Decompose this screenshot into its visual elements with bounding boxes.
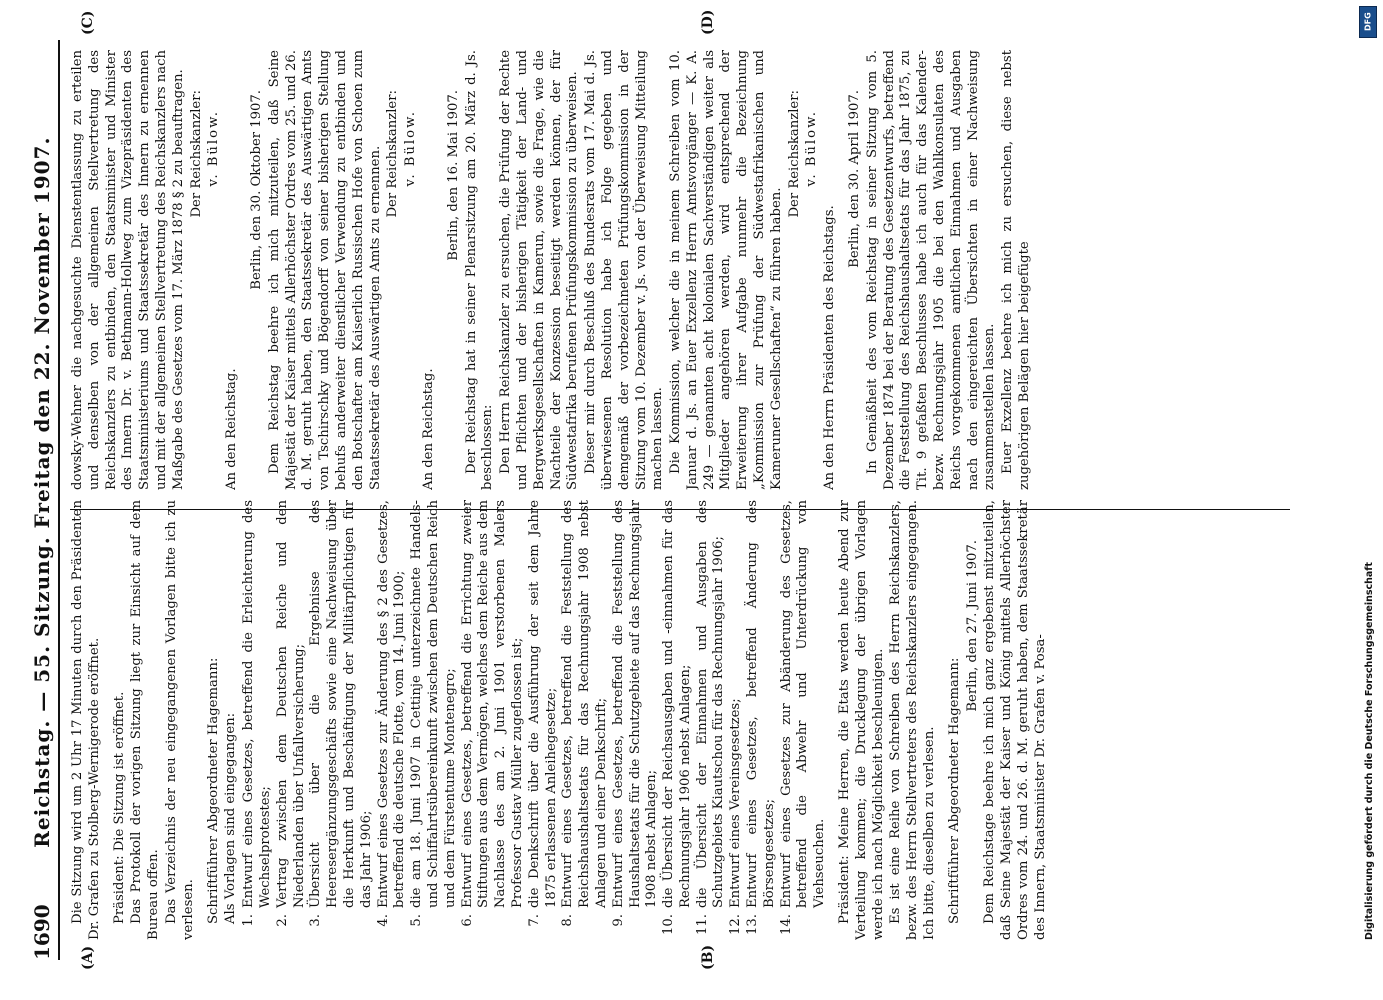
- paragraph: Präsident: Meine Herren, die Etats werden heute Abend zur Verteilung kommen; die Drucklegung der übrigen Vorlagen werde ich nach Möglichkeit beschleunigen.: [837, 500, 886, 940]
- addressee: An den Reichstag.: [420, 368, 436, 490]
- signature-title: Der Reichskanzler:: [188, 90, 204, 218]
- signature: v. Bülow.: [804, 110, 820, 187]
- list-item: 9. Entwurf eines Gesetzes, betreffend die Feststellung des Haushaltsetats für die Schutzgebiete auf das Rechnungsjahr 1908 nebst Anlagen;: [610, 500, 660, 927]
- signature: v. Bülow.: [403, 110, 419, 187]
- margin-letter-a: (A): [80, 945, 96, 970]
- letter-date: Berlin, den 30. Oktober 1907.: [248, 90, 264, 290]
- page-header: [18, 40, 60, 960]
- margin-letter-c: (C): [80, 10, 96, 35]
- list-item: 1. Entwurf eines Gesetzes, betreffend die Erleichterung des Wechselprotestes;: [241, 500, 273, 927]
- paragraph: Das Verzeichnis der neu eingegangenen Vorlagen bitte ich zu verlesen.: [163, 500, 196, 940]
- paragraph: Das Protokoll der vorigen Sitzung liegt zur Einsicht auf dem Bureau offen.: [129, 500, 162, 940]
- paragraph: Die Sitzung wird um 2 Uhr 17 Minuten durch den Präsidenten Dr. Grafen zu Stolberg-Wernigerode eröffnet.: [70, 500, 102, 940]
- signature-title: Der Reichskanzler:: [385, 90, 401, 218]
- dfg-logo: DFG: [1359, 6, 1377, 38]
- paragraph: Dieser mir durch Beschluß des Bundesrats vom 17. Mai d. Js. überwiesenen Resolution habe ich Folge gegeben und demgemäß der vorbezeichneten Prüfungskommission in der Sitzung vom 10. Dezember v. Js. von der Überweisung Mitteilung machen lassen.: [583, 50, 666, 490]
- speaker-line: Schriftführer Abgeordneter Hagemann:: [205, 657, 221, 924]
- submissions-list: [241, 500, 829, 940]
- list-item: 13. Entwurf eines Gesetzes, betreffend Änderung des Börsengesetzes;: [745, 500, 777, 935]
- signature: v. Bülow.: [206, 110, 222, 187]
- addressee: An den Herrn Präsidenten des Reichstags.: [822, 205, 838, 490]
- letter-date: Berlin, den 27. Juni 1907.: [964, 540, 980, 712]
- page-title: Reichstag. — 55. Sitzung. Freitag den 22. November 1907.: [30, 136, 54, 848]
- column-divider: [70, 509, 1290, 510]
- signature-title: Der Reichskanzler:: [786, 90, 802, 218]
- paragraph: Dem Reichstag beehre ich mich mitzuteilen, daß Seine Majestät der Kaiser mittels Allerhöchster Ordres vom 25. und 26. d. M. geruht haben, den Staatssekretär des Auswärtigen Amts von Tschirschky und Bögendorff von seiner bisherigen Stellung behufs anderweiter dienstlicher Verwendung zu entbinden und den Botschafter am Kaiserlich Russischen Hofe von Schoen zum Staatssekretär des Auswärtigen Amts zu ernennen.: [266, 50, 383, 490]
- list-item: 11. die Übersicht der Einnahmen und Ausgaben des Schutzgebiets Kiautschou für das Rechnungsjahr 1906;: [694, 500, 727, 935]
- list-item: 10. die Übersicht der Reichsausgaben und -einnahmen für das Rechnungsjahr 1906 nebst Anlagen;: [661, 500, 693, 935]
- list-item: 5. die am 18. Juni 1907 in Cettinje unterzeichnete Handels- und Schiffahrtsübereinkunft zwischen dem Deutschen Reich und dem Fürstentume Montenegro;: [409, 500, 458, 927]
- list-item: 6. Entwurf eines Gesetzes, betreffend die Errichtung zweier Stiftungen aus dem Vermögen, welches dem Reiche aus dem Nachlasse des am 2. Juni 1901 verstorbenen Malers Professor Gustav Müller zugeflossen ist;: [459, 500, 525, 927]
- list-item: 7. die Denkschrift über die Ausführung der seit dem Jahre 1875 erlassenen Anleihegesetze;: [526, 500, 559, 927]
- paragraph: Der Reichstag hat in seiner Plenarsitzung am 20. März d. Js. beschlossen:: [463, 50, 496, 490]
- paragraph: Als Vorlagen sind eingegangen:: [223, 712, 239, 924]
- page-number: 1690: [30, 904, 54, 960]
- list-item: 12. Entwurf eines Vereinsgesetzes;: [728, 698, 744, 935]
- margin-letter-d: (D): [700, 9, 716, 35]
- paragraph: In Gemäßheit des vom Reichstag in seiner Sitzung vom 5. Dezember 1874 bei der Beratung des Gesetzentwurfs, betreffend die Feststellung des Reichshaushaltsetats für das Jahr 1875, zu Tit. 9 gefaßten Beschlusses habe ich auch für das Kalender- bezw. Rechnungsjahr 1905 die bei den Wahlkonsulaten des Reichs vorgekommenen amtlichen Einnahmen und Ausgaben nach den eingereichten Übersichten in einer Nachweisung zusammenstellen lassen.: [864, 50, 998, 490]
- list-item: 4. Entwurf eines Gesetzes zur Änderung des § 2 des Gesetzes, betreffend die deutsche Flotte, vom 14. Juni 1900;: [375, 500, 408, 927]
- list-item: 3. Übersicht über die Ergebnisse des Heeresergänzungsgeschäfts sowie eine Nachweisung über die Herkunft und Beschäftigung der Militärpflichtigen für das Jahr 1906;: [308, 500, 374, 927]
- list-item: 14. Entwurf eines Gesetzes zur Abänderung des Gesetzes, betreffend die Abwehr und Unterdrückung von Viehseuchen.: [778, 500, 828, 935]
- addressee: An den Reichstag.: [224, 368, 240, 490]
- list-item: 2. Vertrag zwischen dem Deutschen Reiche und den Niederlanden über Unfallversicherung;: [274, 500, 307, 927]
- left-column: [70, 500, 1320, 940]
- right-column: [70, 50, 1320, 490]
- paragraph: dowsky-Wehner die nachgesuchte Dienstentlassung zu erteilen und denselben von der allgemeinen Stellvertretung des Reichskanzlers zu entbinden, den Staatsminister und Minister des Innern Dr. v. Bethmann-Hollweg zum Vizepräsidenten des Staatsministeriums und Staatssekretär des Innern zu ernennen und mit der allgemeinen Stellvertretung des Reichskanzlers nach Maßgabe des Gesetzes vom 17. März 1878 § 2 zu beauftragen.: [70, 50, 186, 490]
- paragraph: Dem Reichstage beehre ich mich ganz ergebenst mitzuteilen, daß Seine Majestät der Kaiser und König mittels Allerhöchster Ordres vom 24. und 26. d. M. geruht haben, dem Staatssekretär des Innern, Staatsminister Dr. Grafen v. Posa-: [982, 500, 1048, 940]
- letter-date: Berlin, den 30. April 1907.: [847, 90, 863, 268]
- digitization-credit: Digitalisierung gefördert durch die Deutsche Forschungsgemeinschaft: [1364, 562, 1375, 940]
- paragraph: Präsident: Die Sitzung ist eröffnet.: [111, 691, 127, 924]
- speaker-line: Schriftführer Abgeordneter Hagemann:: [946, 657, 962, 924]
- paragraph: Euer Exzellenz beehre ich mich zu ersuchen, diese nebst zugehörigen Belägen hier beigefügte: [1000, 50, 1033, 490]
- paragraph: Es ist eine Reihe von Schreiben des Herrn Reichskanzlers, bezw. des Herrn Stellvertreters des Reichskanzlers eingegangen. Ich bitte, dieselben zu verlesen.: [888, 500, 938, 940]
- margin-letter-b: (B): [700, 944, 716, 970]
- letter-date: Berlin, den 16. Mai 1907.: [445, 90, 461, 261]
- list-item: 8. Entwurf eines Gesetzes, betreffend die Feststellung des Reichshaushaltsetats für das Rechnungsjahr 1908 nebst Anlagen und einer Denkschrift;: [560, 500, 609, 927]
- paragraph: Den Herrn Reichskanzler zu ersuchen, die Prüfung der Rechte und Pflichten und der bisherigen Tätigkeit der Land- und Bergwerksgesellschaften in Kamerun, sowie die Frage, wie die Nachteile der Konzession beseitigt werden können, der für Südwestafrika berufenen Prüfungskommission zu überweisen.: [498, 50, 581, 490]
- paragraph: Die Kommission, welcher die in meinem Schreiben vom 10. Januar d. Js. an Euer Exzellenz Herrn Amtsvorgänger — K. A. 249 — genannten acht kolonialen Sachverständigen weiter als Mitglieder angehören werden, wird entsprechend der Erweiterung ihrer Aufgabe nunmehr die Bezeichnung „Kommission zur Prüfung der Südwestafrikanischen und Kameruner Gesellschaften“ zu führen haben.: [668, 50, 784, 490]
